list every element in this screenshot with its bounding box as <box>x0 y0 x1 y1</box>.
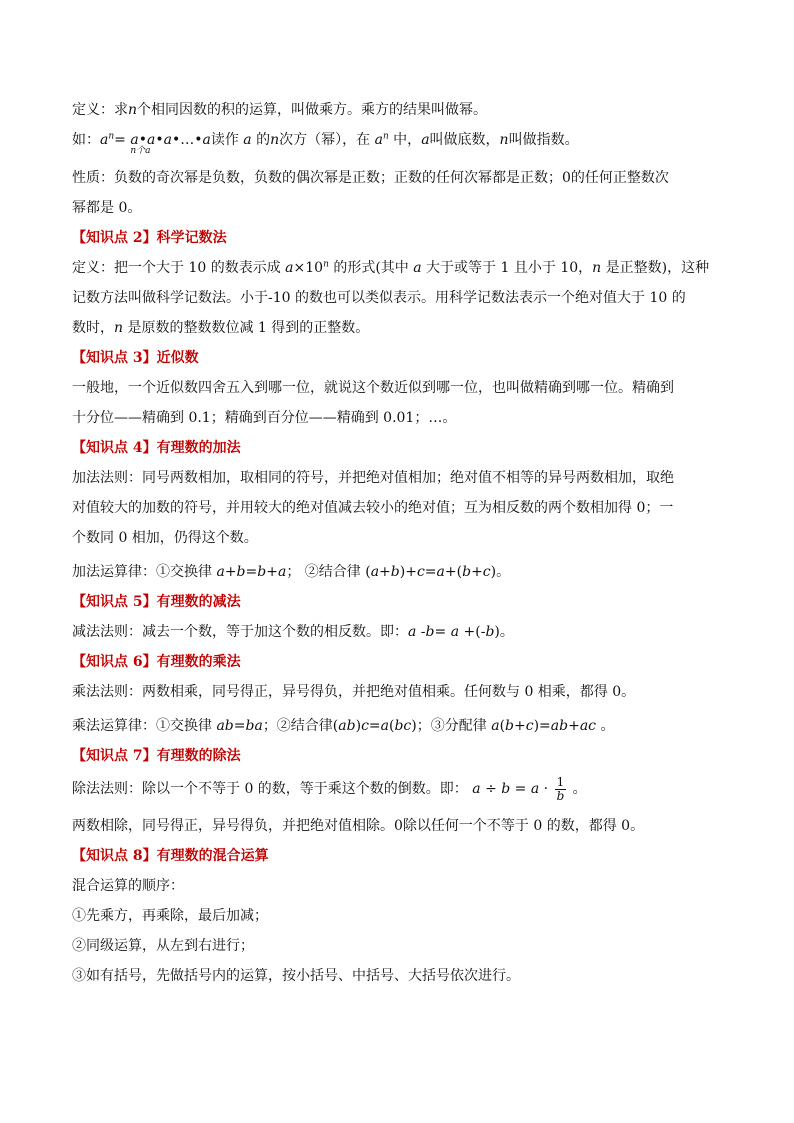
power-property-line2: 幂都是 0。 <box>72 200 142 216</box>
heading-multiplication: 【知识点 6】有理数的乘法 <box>72 654 241 670</box>
addition-laws: 加法运算律：①交换律 a+b=b+a； ②结合律 (a+b)+c=a+(b+c)。 <box>72 564 511 580</box>
multiplication-rule: 乘法法则：两数相乘，同号得正，异号得负，并把绝对值相乘。任何数与 0 相乘，都得 0。 <box>72 684 636 700</box>
scientific-def-line1: 定义：把一个大于 10 的数表示成 $a\times 10^n$ 的形式(其中 a 大于或等于 1 且小于 10，n 是正整数)，这种 <box>72 259 710 276</box>
heading-division: 【知识点 7】有理数的除法 <box>72 748 241 764</box>
definition-power: 定义：求n个相同因数的积的运算，叫做乘方。乘方的结果叫做幂。 <box>72 102 488 118</box>
underbrace-label: n个a <box>130 146 151 156</box>
addition-rule-line2: 对值较大的加数的符号，并用较大的绝对值减去较小的绝对值；互为相反数的两个数相加得 0；一 <box>72 500 674 516</box>
subtraction-rule: 减法法则：减去一个数，等于加这个数的相反数。即：a -b= a +(-b)。 <box>72 624 514 640</box>
power-property-line1: 性质：负数的奇次幂是负数，负数的偶次幂是正数；正数的任何次幂都是正数；0的任何正整数次 <box>72 170 669 186</box>
example-power: 如：$a^n=$ a•a•a•…•a n个a 读作 a 的n次方（幂），在 $a^n$ 中，a叫做底数，n叫做指数。 <box>72 131 579 156</box>
addition-rule-line1: 加法法则：同号两数相加，取相同的符号，并把绝对值相加；绝对值不相等的异号两数相加，取绝 <box>72 470 674 486</box>
fraction-one-over-b: $\frac{1}{b}$ <box>556 774 565 803</box>
division-rule: 除法法则：除以一个不等于 0 的数，等于乘这个数的倒数。即： a ÷ b = a · $\frac{1}{b}$ 。 <box>72 774 587 803</box>
document-page <box>72 96 722 986</box>
division-sign-rule: 两数相除，同号得正，异号得负，并把绝对值相除。0除以任何一个不等于 0 的数，都得 0。 <box>72 818 645 834</box>
approx-line1: 一般地，一个近似数四舍五入到哪一位，就说这个数近似到哪一位，也叫做精确到哪一位。精确到 <box>72 380 674 396</box>
addition-rule-line3: 个数同 0 相加，仍得这个数。 <box>72 530 258 546</box>
mixed-order-step2: ②同级运算，从左到右进行； <box>72 938 254 954</box>
mixed-order-title: 混合运算的顺序： <box>72 878 184 894</box>
heading-mixed-operations: 【知识点 8】有理数的混合运算 <box>72 848 269 864</box>
mixed-order-step1: ①先乘方，再乘除，最后加减； <box>72 908 268 924</box>
mixed-order-step3: ③如有括号，先做括号内的运算，按小括号、中括号、大括号依次进行。 <box>72 968 520 984</box>
product-expression: a•a•a•…•a n个a <box>130 132 211 156</box>
heading-approximate: 【知识点 3】近似数 <box>72 350 199 366</box>
heading-scientific-notation: 【知识点 2】科学记数法 <box>72 230 227 246</box>
heading-subtraction: 【知识点 5】有理数的减法 <box>72 594 241 610</box>
multiplication-laws: 乘法运算律：①交换律 ab=ba；②结合律(ab)c=a(bc)；③分配律 a(b+c)=ab+ac 。 <box>72 718 615 734</box>
scientific-def-line2: 记数方法叫做科学记数法。小于-10 的数也可以类似表示。用科学记数法表示一个绝对值大于 10 的 <box>72 290 686 306</box>
heading-addition: 【知识点 4】有理数的加法 <box>72 440 241 456</box>
scientific-def-line3: 数时，n 是原数的整数数位减 1 得到的正整数。 <box>72 320 370 336</box>
approx-line2: 十分位——精确到 0.1；精确到百分位——精确到 0.01；…。 <box>72 410 457 426</box>
